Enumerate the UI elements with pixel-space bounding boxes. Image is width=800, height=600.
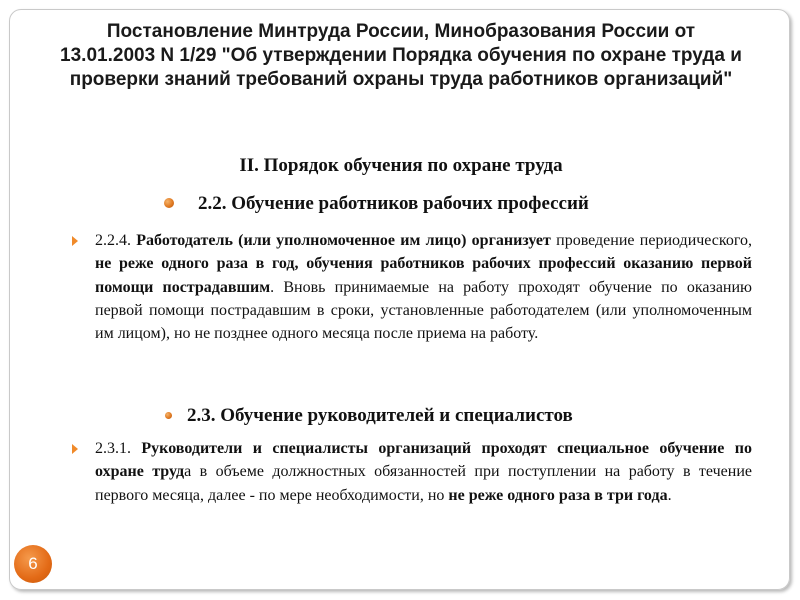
paragraph-number: 2.2.4. bbox=[95, 232, 137, 249]
paragraph-number: 2.3.1. bbox=[95, 440, 142, 457]
paragraph-bold-lead: Руководители и специалисты организаций проходят специальное обучение по охране труд bbox=[95, 440, 753, 481]
paragraph-text: проведение периодического, bbox=[550, 232, 753, 249]
paragraph-2-3-1 bbox=[95, 437, 752, 507]
triangle-bullet-icon bbox=[72, 444, 78, 454]
paragraph-bold-text: не реже одного раза в три года bbox=[448, 486, 668, 504]
paragraph-bold-lead: Работодатель (или уполномоченное им лицо) организует bbox=[136, 232, 551, 249]
circle-bullet-icon bbox=[164, 198, 174, 208]
paragraph-text: а в объеме должностных обязанностей при поступлении на работу в течение первого месяца, далее - по мере необходимости, но bbox=[95, 463, 753, 504]
slide-title: Постановление Минтруда России, Минобразования России от 13.01.2003 N 1/29 "Об утверждении Порядка обучения по охране труда и проверки знаний требований охраны труда работников организаций" bbox=[60, 21, 742, 90]
paragraph-text: . Вновь принимаемые на работу проходят обучение по оказанию первой помощи пострадавшим в сроки, установленные работодателем (или уполномоченным им лицом), но не позднее одного месяца после приема на работу. bbox=[95, 278, 752, 343]
paragraph-text: . bbox=[667, 486, 672, 504]
triangle-bullet-icon bbox=[72, 236, 78, 246]
circle-bullet-icon bbox=[165, 412, 172, 419]
subsection-heading-2-2: 2.2. Обучение работников рабочих профессий bbox=[198, 193, 589, 214]
subsection-heading-2-3: 2.3. Обучение руководителей и специалистов bbox=[187, 405, 573, 426]
page-number-badge: 6 bbox=[14, 545, 52, 583]
paragraph-2-2-4 bbox=[95, 229, 752, 345]
paragraph-bold-text: не реже одного раза в год, обучения работников рабочих профессий оказанию первой помощи пострадавшим bbox=[95, 255, 752, 296]
section-heading: II. Порядок обучения по охране труда bbox=[239, 155, 563, 176]
